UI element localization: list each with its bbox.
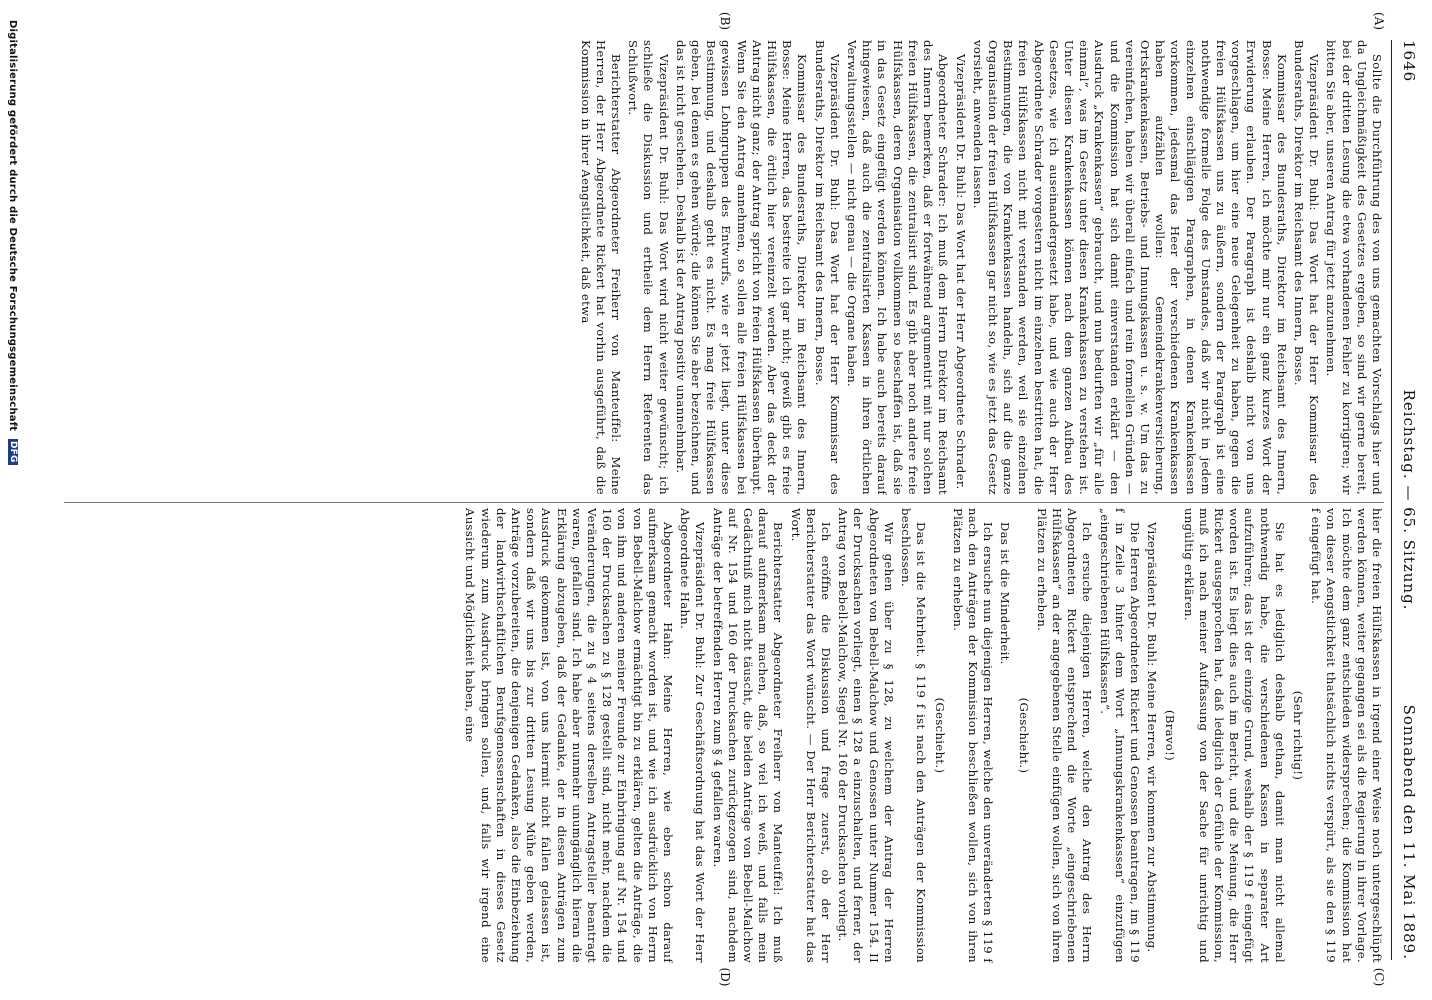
session-date: Sonnabend den 11. Mai 1889. xyxy=(1400,704,1418,960)
margin-mark-d: (D) xyxy=(718,967,732,987)
paragraph: Sollte die Durchführung des von uns gemachten Vorschlags hier und da Ungleichmäßigkeit des Gesetzes ergeben, so sind wir gerne bereit, bei der dritten Lesung die etwa vorhandenen Fehler zu korrigiren; wir bitten Sie aber, unseren Antrag für jetzt anzunehmen. xyxy=(1324,40,1384,495)
interjection: (Geschieht.) xyxy=(1016,697,1031,774)
paragraph: Ich ersuche nun diejenigen Herren, welche den unveränderten § 119 f nach den Anträgen der Kommission beschließen wollen, sich von ihren Plätzen zu erheben. xyxy=(950,508,996,963)
paragraph: Vizepräsident Dr. Buhl: Das Wort hat der Herr Kommissar des Bundesraths, Direktor im Reichsamt des Innern, Bosse. xyxy=(812,40,842,495)
paragraph: Vizepräsident Dr. Buhl: Das Wort hat der Herr Abgeordnete Schrader. xyxy=(953,54,968,490)
paragraph: Die Herren Abgeordneten Rickert und Genossen beantragen, im § 119 f in Zeile 3 hinter dem Wort „Innungskrankenkassen“ einzufügen „eingeschriebenen Hülfskassen“. xyxy=(1097,508,1142,963)
page-header xyxy=(1394,40,1418,960)
paragraph: Das ist die Mehrheit. § 119 f ist nach den Anträgen der Kommission beschlossen. xyxy=(899,508,929,963)
paragraph: hier die freien Hülfskassen in irgend einer Weise noch untergeschlüpft werden können, weiter gegangen sei als die Regierung in ihrer Vorlage. Ich möchte dem ganz entschieden widersprechen; die Kommission hat von dieser Aengstlichkeit thatsächlich nichts verspürt, als sie den § 119 f eingefügt hat. xyxy=(1309,508,1384,963)
page-number: 1646 xyxy=(1400,40,1418,83)
interjection: (Bravo!) xyxy=(1163,709,1178,761)
credit-text: Digitalisierung gefördert durch die Deutsche Forschungsgemeinschaft xyxy=(7,20,18,432)
paragraph: Kommissar des Bundesraths, Direktor im Reichsamt des Innern, Bosse: Meine Herren, ich möchte mir nur ein ganz kurzes Wort der Erwiderung erlauben. Der Paragraph ist deshalb nicht von uns vorgeschlagen, um hier eine neue Gelegenheit zu haben, gegen die freien Hülfskassen uns zu äußern, sondern der Paragraph ist eine nothwendige formelle Folge des Umstandes, daß wir nicht in jedem einzelnen einschlägigen Paragraphen, in denen Krankenkassen vorkommen, jedesmal das Heer der verschiedenen Krankenkassen haben aufzählen wollen: Gemeindekrankenversicherung, Ortskrankenkassen, Betriebs- und Innungskassen u. s. w. Um das zu vereinfachen, haben wir überall einfach und rein formellen Gründen — und die Kommission hat sich damit einverstanden erklärt — den Ausdruck „Krankenkassen“ gebraucht, und nun bedurften wir „für alle einmal“, was im Gesetz unter diesen Krankenkassen zu verstehen ist. Unter diesen Krankenkassen können nach dem ganzen Aufbau des Gesetzes, wie ich auseinandergesetzt habe, und wie auch der Herr Abgeordnete Schrader vorgestern nicht im einzelnen bestritten hat, die freien Hülfskassen nicht mit verstanden werden, weil sie einzelnen Bestimmungen, die von Krankenkassen handeln, sich auf die ganze Organisation der freien Hülfskassen gar nicht so, wie es jetzt das Gesetz vorsieht, anwenden lassen. xyxy=(970,40,1289,495)
paragraph: Ich eröffne die Diskussion und frage zuerst, ob der Herr Berichterstatter das Wort wünscht. — Der Herr Berichterstatter hat das Wort. xyxy=(788,508,834,963)
paragraph: Vizepräsident Dr. Buhl: Das Wort wird nicht weiter gewünscht; ich schließe die Diskussion und ertheile dem Herrn Referenten das Schlußwort. xyxy=(626,40,671,495)
column-divider xyxy=(64,502,1384,503)
paragraph: Ich ersuche diejenigen Herren, welche den Antrag des Herrn Abgeordneten Rickert entsprechend die Worte „eingeschriebenen Hülfskassen“ an der angegebenen Stelle einfügen wollen, sich von ihren Plätzen zu erheben. xyxy=(1034,508,1095,963)
paragraph: Das ist die Minderheit. xyxy=(998,522,1013,665)
paragraph: Abgeordneter Schrader: Ich muß dem Herrn Direktor im Reichsamt des Innern bemerken, daß er fortwährend argumentirt mit nur solchen freien Hülfskassen, die zentralisirt sind. Es gibt aber noch andere freie Hülfskassen, deren Organisation vollkommen so beschaffen ist, daß sie in das Gesetz eingefügt werden können. Ich habe auch bereits darauf hingewiesen, daß auch die zentralisirten Kassen in ihren örtlichen Verwaltungsstellen — nicht genau — die Organe haben. xyxy=(845,40,951,495)
paragraph: Berichterstatter Abgeordneter Freiherr von Manteuffel: Ich muß darauf aufmerksam machen, daß, so viel ich weiß, und falls mein Gedächtniß mich nicht täuscht, die beiden Anträge von Bebell-Malchow auf Nr. 154 und 160 der Drucksachen zurückgezogen sind, nachdem Anträge der betreffenden Herren zum § 4 gefallen waren. xyxy=(710,508,786,963)
interjection: (Sehr richtig!) xyxy=(1290,690,1305,781)
left-text-column xyxy=(54,40,1384,495)
session-title: Reichstag. — 65. Sitzung. xyxy=(1400,389,1418,611)
paragraph: Wir gehen über zu § 128, zu welchem der Antrag der Herren Abgeordneten von Bebell-Malchow und Genossen unter Nummer 154. II der Drucksachen vorliegt, einen § 128 a einzuschalten, und ferner, der Antrag von Bebell-Malchow, Siegel Nr. 160 der Drucksachen vorliegt. xyxy=(836,508,896,963)
paragraph: Sie hat es lediglich deshalb gethan, damit man nicht allemal nothwendig habe, die verschiedenen Kassen in separater Art aufzuführen; das ist der einzige Grund, weshalb der § 119 f eingefügt worden ist. Es liegt dies auch im Bericht, und die Meinung, die Herr Rickert ausgesprochen hat, daß lediglich der Gefühle der Kommission, muß ich nach meiner Auffassung von der Sache für unrichtig und ungültig erklären. xyxy=(1181,508,1287,963)
paragraph: Vizepräsident Dr. Buhl: Das Wort hat der Herr Kommissar des Bundesraths, Direktor im Reichsamt des Innern, Bosse. xyxy=(1291,40,1322,495)
interjection: (Geschieht.) xyxy=(932,697,947,774)
digitization-credit xyxy=(7,20,18,465)
paragraph: Vizepräsident Dr. Buhl: Meine Herren, wir kommen zur Abstimmung. xyxy=(1145,522,1160,953)
paragraph: Abgeordneter Hahn: Meine Herren, wie eben schon darauf aufmerksam gemacht worden ist, und wie ich ausdrücklich von Herrn von Bebell-Malchow ermächtigt bin zu erklären, gelten die Anträge, die von ihm und anderen meiner Freunde zur Einbringung auf Nr. 154 und 160 der Drucksachen zu § 128 gestellt sind, nicht mehr, nachdem die Veränderungen, die zu § 4 seitens derselben Antragsteller beantragt waren, gefallen sind. Ich habe aber nunmehr unumgänglich hieran die Erklärung abzugeben, daß der Gedanke, der in diesen Anträgen zum Ausdruck gekommen ist, von uns hiermit nicht fallen gelassen ist, sondern daß wir uns bis zur dritten Lesung Mühe geben werden, Anträge vorzubereiten, die denjenigen Gedanken, also die Einbeziehung der landwirthschaftlichen Berufsgenossenschaften in dieses Gesetz wiederum zum Ausdruck bringen sollen, und, falls wir irgend eine Aussicht und Möglichkeit haben, eine xyxy=(463,508,676,963)
right-text-column xyxy=(54,508,1384,963)
margin-mark-c: (C) xyxy=(1372,967,1386,987)
paragraph: Kommissar des Bundesraths, Direktor im Reichsamt des Innern, Bosse: Meine Herren, das bestreite ich gar nicht; gewiß gibt es freie Hülfskassen, die örtlich hier vereinzelt werden. Aber das deckt der Antrag nicht ganz; der Antrag spricht von freien Hülfskassen überhaupt. Wenn Sie den Antrag annehmen, so sollen alle freien Hülfskassen bei gewissen Lohngruppen des Entwurfs, wie er jetzt liegt, unter diese Bestimmung, und deshalb geht es nicht. Es mag freie Hülfskassen geben, bei denen es gehen würde; die können Sie aber bezeichnen, und das ist nicht geschehen. Deshalb ist der Antrag positiv unannehmbar. xyxy=(673,40,810,495)
margin-mark-b: (B) xyxy=(718,11,732,31)
dfg-logo: DFG xyxy=(8,440,18,463)
margin-mark-a: (A) xyxy=(1372,11,1386,31)
paragraph: Vizepräsident Dr. Buhl: Zur Geschäftsordnung hat das Wort der Herr Abgeordnete Hahn. xyxy=(678,508,708,963)
paragraph: Berichterstatter Abgeordneter Freiherr von Manteuffel: Meine Herren, der Herr Abgeordnete Rickert hat vorhin ausgeführt, daß die Kommission in ihrer Aengstlichkeit, daß etwa xyxy=(578,40,624,495)
header-rule xyxy=(1391,40,1392,960)
